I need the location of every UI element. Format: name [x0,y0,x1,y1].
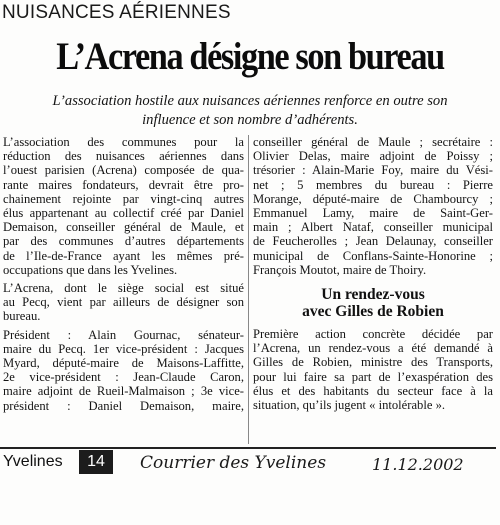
text-line: trésorier : Alain-Marie Foy, maire du Vési- [253,163,493,178]
text-line: chainement rejointe par vingt-cinq autres [3,191,244,206]
text-line: Emmanuel Lamy, maire de Saint-Ger- [253,206,493,221]
handwritten-annotation [140,440,480,480]
headline: L’Acrena désigne son bureau [56,35,444,78]
column-right-bottom [253,327,493,412]
handwritten-source: Courrier des Yvelines [140,453,327,473]
subheading-line: avec Gilles de Robien [302,303,444,320]
column-divider [248,135,249,444]
text-line: maire adjoint de Rueil-Malmaison ; 3e vice- [3,384,244,399]
text-line: Gilles de Robien, ministre des Transports, [253,355,493,370]
text-line: au Pecq, vient par ailleurs de désigner son [3,295,244,310]
text-line: maire du Pecq. 1er vice-président : Jacques [3,341,244,356]
text-line: président : Daniel Demaison, maire, [3,398,244,413]
lead-line: L’association hostile aux nuisances aériennes renforce en outre son [52,93,448,109]
text-line: de Feucherolles ; Jean Delaunay, conseiller [253,234,493,249]
text-line: par des communes d’autres départements [3,234,244,249]
text-line: de l’Ile-de-France ayant les mêmes pré- [3,248,244,263]
text-line: main ; Albert Nataf, conseiller municipal [253,220,493,235]
text-line: Morange, député-maire de Chambourcy ; [253,191,493,206]
section-label: Yvelines [3,453,63,470]
text-line: 2e vice-président : Jean-Claude Caron, [3,370,244,385]
text-line: net ; 5 membres du bureau : Pierre [253,177,493,192]
text-line: L’Acrena, dont le siège social est situé [3,281,244,296]
lead-paragraph [22,92,478,130]
text-line: François Moutot, maire de Thoiry. [253,262,427,277]
text-line: élus appartenant au collectif créé par Daniel [3,206,244,221]
text-line: Olivier Delas, maire adjoint de Poissy ; [253,149,493,164]
subheading-line: Un rendez-vous [321,286,425,303]
section-rubric: NUISANCES AÉRIENNES [2,2,231,23]
text-line: l’ouest parisien (Acrena) composée de qua- [3,163,244,178]
column-right-top [253,135,493,277]
page-number: 14 [79,450,113,474]
text-line: bureau. [3,309,41,324]
text-line: réduction des nuisances aériennes dans [3,149,244,164]
text-line: rante maires fondateurs, devrait être pro- [3,177,244,192]
text-line: pour lui faire sa part de l’exaspération des [253,369,493,384]
text-line: Première action concrète décidée par [253,327,493,341]
subheading [253,286,493,320]
text-line: élus et des habitants du secteur face à la [253,383,493,398]
handwritten-date: 11.12.2002 [372,455,464,474]
text-line: Myard, député-maire de Maisons-Laffitte, [3,356,244,371]
column-left [3,135,244,413]
text-line: situation, qu’ils jugent « intolérable ». [253,398,446,413]
text-line: Président : Alain Gournac, sénateur- [3,327,244,342]
text-line: l’Acrena, un rendez-vous a été demandé à [253,341,493,356]
text-line: municipal de Conflans-Sainte-Honorine ; [253,248,493,263]
text-line: Demaison, conseiller général de Maule, et [3,220,244,235]
text-line: conseiller général de Maule ; secrétaire : [253,135,493,149]
text-line: L’association des communes pour la [3,135,244,149]
text-line: occupations que dans les Yvelines. [3,262,178,277]
lead-line: influence et son nombre d’adhérents. [142,112,358,128]
